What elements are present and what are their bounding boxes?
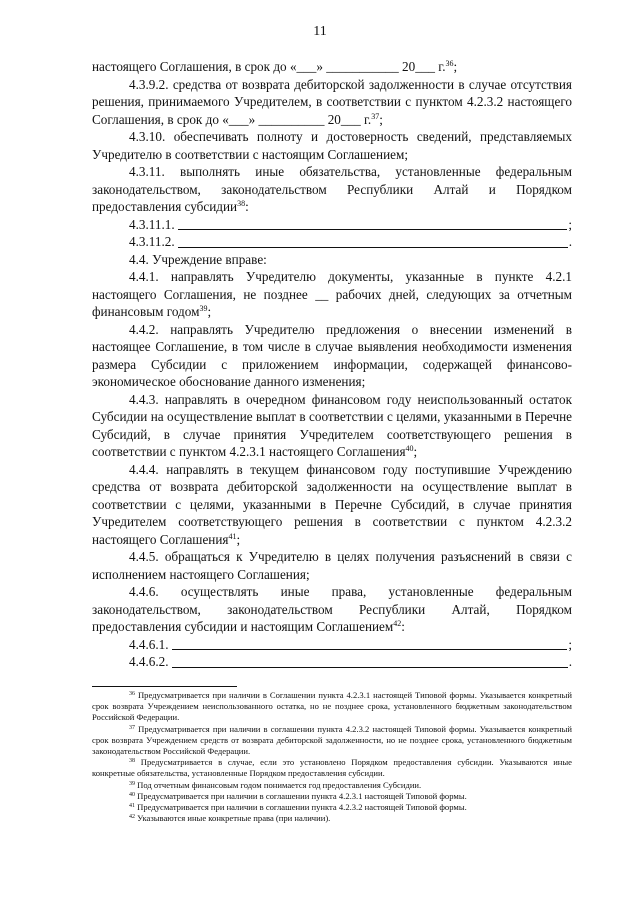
item-4-3-11-2: 4.3.11.2. . xyxy=(129,234,572,249)
paragraph-4-4-2: 4.4.2. направлять Учредителю предложения о внесении изменений в настоящее Соглашение, в том числе в случае выявления необходимости изменения размера Субсидии с приложением информации, содержащей финансово-экономическое обоснование данного изменения; xyxy=(92,321,572,389)
blank-line xyxy=(172,667,568,668)
paragraph-4-3-9-1-tail: настоящего Соглашения, в срок до «___» ___________ 20___ г.$^{36}$; xyxy=(92,59,458,74)
footnote-ref-36: 36 xyxy=(445,59,454,68)
paragraph-4-4-4: 4.4.4. направлять в текущем финансовом году поступившие Учреждению средства от возврата дебиторской задолженности на осуществление выплат в соответствии с целями, указанными в Перечне Субсидий, в случае принятия Учредителем соответствующего решения в соответствии с пунктом 4.2.3.2 настоящего Соглашения$^{41}$; xyxy=(92,461,572,547)
paragraph-4-4-1: 4.4.1. направлять Учредителю документы, указанные в пункте 4.2.1 настоящего Соглашения, не позднее __ рабочих дней, следующих за отчетным финансовым годом$^{39}$; xyxy=(92,269,572,319)
paragraph-4-3-9-2: 4.3.9.2. средства от возврата дебиторской задолженности в случае отсутствия решения, принимаемого Учредителем, в соответствии с пунктом 4.2.3.2 настоящего Соглашения, в срок до «___» __________ 20___ г.$^{37}$; xyxy=(92,76,572,127)
footnote-ref-39: 39 xyxy=(199,304,208,313)
footnote-ref-38: 38 xyxy=(237,199,246,208)
item-4-4-6-1: 4.4.6.1. ; xyxy=(129,636,572,652)
blank-line xyxy=(178,247,568,248)
footnote-ref-40: 40 xyxy=(405,444,414,453)
document-body xyxy=(92,58,572,671)
paragraph-4-4-5: 4.4.5. обращаться к Учредителю в целях получения разъяснений в связи с исполнением настоящего Соглашения; xyxy=(92,549,572,582)
paragraph-4-3-10: 4.3.10. обеспечивать полноту и достоверность сведений, представляемых Учредителю в соответствии с настоящим Соглашением; xyxy=(92,129,572,162)
paragraph-4-4: 4.4. Учреждение вправе: xyxy=(129,251,267,267)
footnote-41: $^{41}$ Предусматривается при наличии в соглашении пункта 4.2.3.2 настоящей Типовой формы. xyxy=(129,802,467,813)
page-number: 11 xyxy=(313,24,327,39)
footnote-ref-41: 41 xyxy=(228,531,237,541)
footnote-ref-37: 37 xyxy=(371,111,380,121)
item-4-3-11-1: 4.3.11.1. ; xyxy=(129,216,572,232)
paragraph-4-4-6: 4.4.6. осуществлять иные права, установленные федеральным законодательством, законодательством Республики Алтай, Порядком предоставления субсидии и настоящим Соглашением$^{42}$: xyxy=(92,584,572,634)
footnote-39: $^{39}$ Под отчетным финансовым годом понимается год предоставления Субсидии. xyxy=(129,779,422,790)
footnote-separator xyxy=(92,686,237,687)
footnote-42: $^{42}$ Указываются иные конкретные права (при наличии). xyxy=(129,813,331,824)
footnote-36: $^{36}$ Предусматривается при наличии в Соглашении пункта 4.2.3.1 настоящей Типовой формы. Указывается конкретный срок возврата Учреждением неиспользованного остатка, но не позднее срока, установленного бюджетным законодательством Российской Федерации. xyxy=(92,690,572,723)
paragraph-4-4-3: 4.4.3. направлять в очередном финансовом году неиспользованный остаток Субсидии на осуществление выплат в соответствии с целями, указанными в Перечне Субсидий, в случае принятия Учредителем соответствующего решения в соответствии с пунктом 4.2.3.1 настоящего Соглашения$^{40}$; xyxy=(92,391,572,459)
footnote-38: $^{38}$ Предусматривается в случае, если это установлено Порядком предоставления субсидии. Указываются иные конкретные обязательства, установленные Порядком предоставления субсидии. xyxy=(92,757,572,779)
footnote-37: $^{37}$ Предусматривается при наличии в соглашении пункта 4.2.3.2 настоящей Типовой формы. Указывается конкретный срок возврата Учреждением средств от возврата дебиторской задолженности, но не позднее срока, установленного бюджетным законодательством Российской Федерации. xyxy=(92,723,572,757)
footnotes xyxy=(92,690,572,824)
footnote-40: $^{40}$ Предусматривается при наличии в соглашении пункта 4.2.3.1 настоящей Типовой формы. xyxy=(129,790,467,801)
blank-line xyxy=(172,649,568,650)
footnote-ref-42: 42 xyxy=(393,619,402,628)
blank-line xyxy=(178,229,568,230)
paragraph-4-3-11: 4.3.11. выполнять иные обязательства, установленные федеральным законодательством, законодательством Республики Алтай и Порядком предоставления субсидии$^{38}$: xyxy=(92,164,572,214)
item-4-4-6-2: 4.4.6.2. . xyxy=(129,654,572,669)
